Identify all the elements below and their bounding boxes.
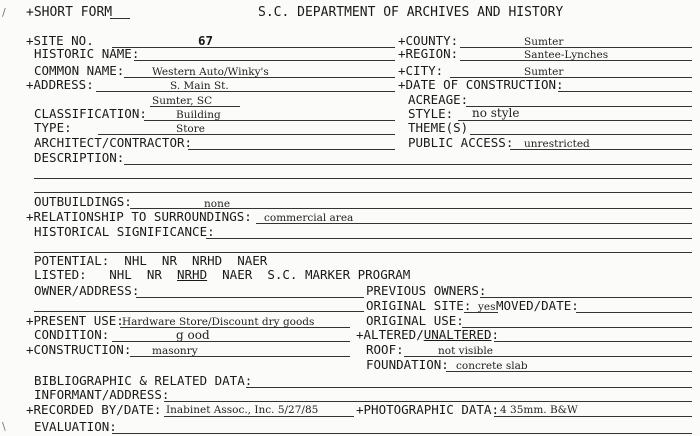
- region-value: Santee-Lynches: [524, 49, 609, 61]
- classification-label: CLASSIFICATION:: [34, 106, 147, 121]
- altered-text: +ALTERED/: [356, 327, 424, 342]
- owner-address-line: [136, 297, 364, 298]
- county-value: Sumter: [524, 36, 564, 48]
- original-site-label: ORIGINAL SITE:: [366, 298, 472, 313]
- owner-address-line: [34, 311, 364, 312]
- original-site-value: yes: [478, 301, 496, 313]
- site-no-value: 67: [198, 33, 214, 48]
- acreage-label: ACREAGE:: [408, 92, 469, 107]
- foundation-value: concrete slab: [456, 360, 528, 372]
- recorded-by-value: Inabinet Assoc., Inc. 5/27/85: [166, 404, 319, 416]
- city-value: Sumter: [524, 66, 564, 78]
- previous-owners-label: PREVIOUS OWNERS:: [366, 283, 487, 298]
- altered-line: [494, 341, 692, 342]
- common-name-value: Western Auto/Winky's: [152, 66, 269, 78]
- margin-mark: /: [2, 6, 6, 19]
- potential-label: POTENTIAL: NHL NR NRHD NAER: [34, 253, 268, 268]
- bibliographic-line: [246, 387, 692, 388]
- outbuildings-label: OUTBUILDINGS:: [34, 194, 132, 209]
- public-access-value: unrestricted: [524, 138, 590, 150]
- short-form-line: [110, 18, 130, 19]
- themes-label: THEME(S): [408, 120, 469, 135]
- common-name-label: COMMON NAME:: [34, 63, 125, 78]
- city-label: +CITY:: [398, 63, 444, 78]
- unaltered-text: UNALTERED: [423, 327, 492, 342]
- altered-label: [356, 328, 499, 342]
- roof-value: not visible: [438, 345, 493, 357]
- margin-mark: \: [2, 420, 6, 433]
- page-title: S.C. DEPARTMENT OF ARCHIVES AND HISTORY: [258, 5, 564, 20]
- type-value: Store: [176, 123, 205, 135]
- date-of-construction-line: [558, 91, 692, 92]
- date-of-construction-label: +DATE OF CONSTRUCTION:: [398, 77, 564, 92]
- relationship-value: commercial area: [264, 212, 354, 224]
- description-line: [124, 164, 692, 165]
- public-access-label: PUBLIC ACCESS:: [408, 135, 514, 150]
- historical-significance-label: HISTORICAL SIGNIFICANCE:: [34, 224, 215, 239]
- short-form-label: +SHORT FORM: [26, 5, 113, 20]
- outbuildings-value: none: [204, 198, 231, 210]
- description-line: [34, 192, 692, 193]
- construction-label: +CONSTRUCTION:: [26, 342, 132, 357]
- photographic-data-label: +PHOTOGRAPHIC DATA:: [356, 402, 499, 417]
- roof-label: ROOF:: [366, 342, 404, 357]
- owner-address-label: OWNER/ADDRESS:: [34, 283, 140, 298]
- style-value: no style: [472, 106, 520, 120]
- address-line2-value: Sumter, SC: [152, 95, 213, 107]
- recorded-by-label: +RECORDED BY/DATE:: [26, 402, 162, 417]
- county-line: [460, 47, 692, 48]
- description-label: DESCRIPTION:: [34, 150, 125, 165]
- listed-nrhd: NRHD: [177, 267, 208, 282]
- site-no-line: [112, 47, 395, 48]
- style-line: [458, 120, 692, 121]
- moved-date-label: MOVED/DATE:: [496, 298, 579, 313]
- address-line: [96, 91, 395, 92]
- bibliographic-label: BIBLIOGRAPHIC & RELATED DATA:: [34, 373, 253, 388]
- foundation-label: FOUNDATION:: [366, 357, 449, 372]
- style-label: STYLE:: [408, 106, 454, 121]
- relationship-label: +RELATIONSHIP TO SURROUNDINGS:: [26, 209, 252, 224]
- condition-value: g ood: [176, 328, 210, 342]
- classification-value: Building: [176, 109, 221, 121]
- photographic-data-line: [494, 416, 692, 417]
- present-use-label: +PRESENT USE:: [26, 313, 124, 328]
- condition-label: CONDITION:: [34, 327, 110, 342]
- region-label: +REGION:: [398, 46, 459, 61]
- site-no-label: +SITE NO.: [26, 33, 94, 48]
- original-use-label: ORIGINAL USE:: [366, 313, 464, 328]
- evaluation-label: EVALUATION:: [34, 419, 117, 434]
- type-label: TYPE:: [34, 120, 72, 135]
- recorded-by-line: [164, 416, 354, 417]
- historic-name-line: [134, 60, 395, 61]
- listed-prefix: LISTED: NHL NR: [34, 267, 177, 282]
- photographic-data-value: 4 35mm. B&W: [500, 404, 578, 416]
- historic-name-label: HISTORIC NAME:: [34, 46, 140, 61]
- listed-suffix: NAER S.C. MARKER PROGRAM: [207, 267, 411, 282]
- present-use-value: Hardware Store/Discount dry goods: [122, 316, 315, 328]
- architect-label: ARCHITECT/CONTRACTOR:: [34, 135, 193, 150]
- evaluation-line: [112, 433, 692, 434]
- listed-label: [34, 268, 410, 282]
- altered-colon: :: [491, 327, 499, 342]
- description-line: [34, 178, 692, 179]
- construction-value: masonry: [152, 345, 198, 357]
- informant-label: INFORMANT/ADDRESS:: [34, 387, 170, 402]
- county-label: +COUNTY:: [398, 33, 459, 48]
- moved-date-line: [576, 312, 692, 313]
- condition-line: [112, 341, 350, 342]
- historical-significance-line: [206, 238, 692, 239]
- address-line1-value: S. Main St.: [170, 80, 229, 92]
- address-label: +ADDRESS:: [26, 77, 94, 92]
- architect-line: [188, 149, 395, 150]
